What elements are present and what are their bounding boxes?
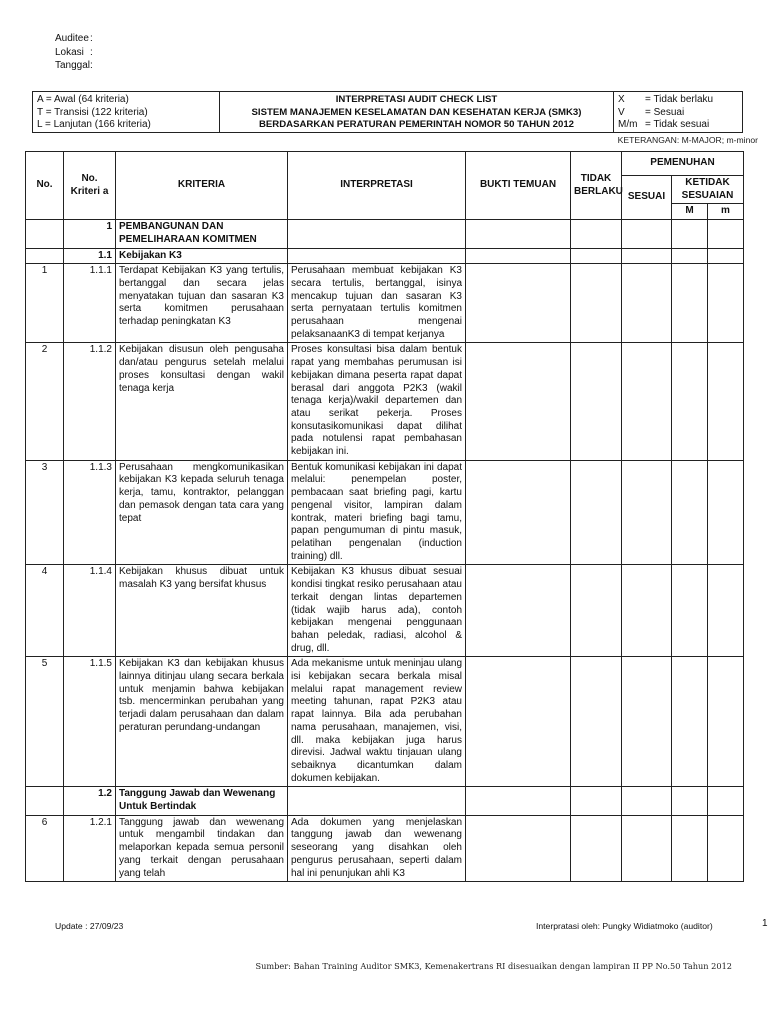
major-cell[interactable] [672, 460, 708, 565]
not-applicable-cell[interactable] [571, 657, 622, 787]
row-number: 3 [26, 460, 64, 565]
col-sesuai: SESUAI [622, 176, 672, 220]
row-number: 2 [26, 343, 64, 460]
criteria-level-lanjutan: L = Lanjutan (166 kriteria) [37, 119, 151, 130]
minor-cell[interactable] [708, 657, 744, 787]
table-header [26, 152, 744, 220]
col-tidak-berlaku: TIDAK BERLAKU [571, 152, 622, 220]
table-row [26, 460, 744, 565]
col-kriteria: KRITERIA [116, 152, 288, 220]
compliant-cell[interactable] [622, 815, 672, 882]
evidence-cell[interactable] [466, 460, 571, 565]
checklist-table [25, 151, 744, 882]
meta-tanggal-label: Tanggal [55, 60, 91, 71]
table-row [26, 657, 744, 787]
col-pemenuhan: PEMENUHAN [622, 152, 744, 176]
minor-cell[interactable] [708, 264, 744, 343]
meta-auditee-label: Auditee [55, 33, 89, 44]
interpretation-text: Proses konsultasi bisa dalam bentuk rapat yang membahas perumusan isi kebijakan dimana peserta rapat dapat berasal dari anggota P2K3 (wakil tenaga kerja)/wakil departemen dan atau serikat pekerja. Proses konsutasikomunikasi dapat dilihat pada notulensi rapat pembahasan kebijakan ini. [288, 343, 466, 460]
legend-value: = Tidak sesuai [645, 119, 710, 130]
legend-key: M/m [618, 119, 638, 130]
interpretation-text: Ada mekanisme untuk meninjau ulang isi kebijakan secara berkala misal melalui rapat management review meeting tahunan, rapat P2K3 atau rapat lainnya. Bila ada perubahan nama perusahaan, manajemen, visi, dll. maka kebijakan juga harus direvisi. Jadwal waktu tinjauan ulang sebaiknya dicantumkan dalam dokumen kebijakan. [288, 657, 466, 787]
criteria-text: Kebijakan khusus dibuat untuk masalah K3 yang bersifat khusus [116, 565, 288, 657]
evidence-cell[interactable] [466, 264, 571, 343]
document-title [220, 92, 614, 132]
table-row [26, 264, 744, 343]
compliant-cell[interactable] [622, 565, 672, 657]
evidence-cell[interactable] [466, 657, 571, 787]
criteria-code: 1.1.1 [64, 264, 116, 343]
criteria-code: 1.1.3 [64, 460, 116, 565]
interpretation-text: Bentuk komunikasi kebijakan ini dapat melalui: penempelan poster, pembacaan saat briefing pagi, kartu pengenal visitor, lampiran dalam kontrak, materi briefing bagi tamu, papan pengumuman di pintu masuk, pelatihan pengenalan (induction training) dll. [288, 460, 466, 565]
criteria-level-awal: A = Awal (64 kriteria) [37, 94, 129, 105]
compliant-cell[interactable] [622, 343, 672, 460]
legend [614, 92, 742, 132]
keterangan-note: KETERANGAN: M-MAJOR; m-minor [617, 135, 758, 145]
criteria-code: 1.1.4 [64, 565, 116, 657]
legend-value: = Tidak berlaku [645, 94, 714, 105]
table-row [26, 248, 744, 264]
legend-item-v [618, 107, 738, 120]
subsection-code: 1.2 [64, 787, 116, 815]
criteria-text: Kebijakan K3 dan kebijakan khusus lainnya ditinjau ulang secara berkala untuk menjamin bahwa kebijakan tsb. mencerminkan perubahan yang terjadi dalam perusahaan dan dalam peraturan perundang-undangan [116, 657, 288, 787]
not-applicable-cell[interactable] [571, 815, 622, 882]
legend-value: = Sesuai [645, 106, 685, 118]
criteria-text: Perusahaan mengkomunikasikan kebijakan K3 kepada seluruh tenaga kerja, tamu, kontraktor, pelanggan dan pemasok dengan tata cara yang tepat [116, 460, 288, 565]
meta-lokasi [55, 47, 255, 61]
criteria-text: Kebijakan disusun oleh pengusaha dan/atau pengurus setelah melalui proses konsultasi dengan wakil tenaga kerja [116, 343, 288, 460]
minor-cell[interactable] [708, 815, 744, 882]
not-applicable-cell[interactable] [571, 460, 622, 565]
table-row [26, 565, 744, 657]
col-bukti-temuan: BUKTI TEMUAN [466, 152, 571, 220]
interpretation-text: Kebijakan K3 khusus dibuat sesuai kondisi tingkat resiko perusahaan atau terkait dengan lintas departemen (tidak wajib harus ada), contoh kebijakan mengenai penggunaan bahan peledak, radiasi, alcohol & drug, dll. [288, 565, 466, 657]
criteria-code: 1.1.2 [64, 343, 116, 460]
legend-item-m [618, 119, 738, 132]
interpretation-text: Ada dokumen yang menjelaskan tanggung jawab dan wewenang seseorang yang disahkan oleh pengurus perusahaan, seperti dalam hal ini penunjukan ahli K3 [288, 815, 466, 882]
update-date: Update : 27/09/23 [55, 921, 124, 931]
section-title: PEMBANGUNAN DAN PEMELIHARAAN KOMITMEN [116, 220, 288, 248]
interpreted-by: Interpratasi oleh: Pungky Widiatmoko (auditor) [536, 921, 713, 931]
criteria-level-transisi: T = Transisi (122 kriteria) [37, 106, 148, 118]
minor-cell[interactable] [708, 460, 744, 565]
row-number: 4 [26, 565, 64, 657]
meta-tanggal [55, 60, 255, 74]
criteria-text: Tanggung jawab dan wewenang untuk mengambil tindakan dan melaporkan kepada semua personil yang terkait dengan perusahaan yang telah [116, 815, 288, 882]
table-row [26, 343, 744, 460]
major-cell[interactable] [672, 815, 708, 882]
page-number: 1 [762, 918, 768, 929]
legend-key: X [618, 94, 625, 105]
col-minor: m [708, 204, 744, 220]
compliant-cell[interactable] [622, 460, 672, 565]
criteria-text: Terdapat Kebijakan K3 yang tertulis, bertanggal dan secara jelas menyatakan tujuan dan sasaran K3 serta komitmen perusahaan terhadap peningkatan K3 [116, 264, 288, 343]
compliant-cell[interactable] [622, 657, 672, 787]
col-no-kriteria: No. Kriteri a [64, 152, 116, 220]
major-cell[interactable] [672, 264, 708, 343]
minor-cell[interactable] [708, 565, 744, 657]
table-row [26, 787, 744, 815]
subsection-code: 1.1 [64, 248, 116, 264]
title-line-2: SISTEM MANAJEMEN KESELAMATAN DAN KESEHATAN KERJA (SMK3) [251, 106, 582, 118]
row-number: 5 [26, 657, 64, 787]
table-row [26, 220, 744, 248]
major-cell[interactable] [672, 657, 708, 787]
subsection-title: Kebijakan K3 [116, 248, 288, 264]
title-line-1: INTERPRETASI AUDIT CHECK LIST [335, 94, 498, 105]
criteria-levels [33, 92, 220, 132]
meta-lokasi-label: Lokasi [55, 46, 84, 58]
subsection-title: Tanggung Jawab dan Wewenang Untuk Bertindak [116, 787, 288, 815]
evidence-cell[interactable] [466, 815, 571, 882]
row-number: 6 [26, 815, 64, 882]
col-ketidak-sesuaian: KETIDAK SESUAIAN [672, 176, 744, 204]
row-number: 1 [26, 264, 64, 343]
not-applicable-cell[interactable] [571, 264, 622, 343]
table-row [26, 815, 744, 882]
major-cell[interactable] [672, 343, 708, 460]
source-note: Sumber: Bahan Training Auditor SMK3, Kemenakertrans RI disesuaikan dengan lampiran II PP No.50 Tahun 2012 [255, 961, 732, 971]
title-line-3: BERDASARKAN PERATURAN PEMERINTAH NOMOR 50 TAHUN 2012 [258, 119, 575, 130]
criteria-code: 1.1.5 [64, 657, 116, 787]
document-header [32, 91, 743, 133]
evidence-cell[interactable] [466, 343, 571, 460]
meta-tanggal-sep: : [90, 60, 93, 71]
minor-cell[interactable] [708, 343, 744, 460]
major-cell[interactable] [672, 565, 708, 657]
interpretation-text: Perusahaan membuat kebijakan K3 secara tertulis, bertanggal, isinya mencakup tujuan dan sasaran K3 serta pernyataan tertulis komitmen perusahaan mengenai pelaksanaanK3 di tempat kerjanya [288, 264, 466, 343]
legend-key: V [618, 106, 625, 118]
evidence-cell[interactable] [466, 565, 571, 657]
col-major: M [672, 204, 708, 220]
not-applicable-cell[interactable] [571, 565, 622, 657]
not-applicable-cell[interactable] [571, 343, 622, 460]
meta-lokasi-sep: : [90, 46, 93, 58]
meta-auditee-sep: : [90, 33, 93, 44]
col-no: No. [26, 152, 64, 220]
legend-item-x [618, 94, 738, 107]
col-interpretasi: INTERPRETASI [288, 152, 466, 220]
criteria-code: 1.2.1 [64, 815, 116, 882]
section-code: 1 [64, 220, 116, 248]
audit-meta [55, 33, 255, 74]
compliant-cell[interactable] [622, 264, 672, 343]
table-body [26, 220, 744, 882]
meta-auditee [55, 33, 255, 47]
